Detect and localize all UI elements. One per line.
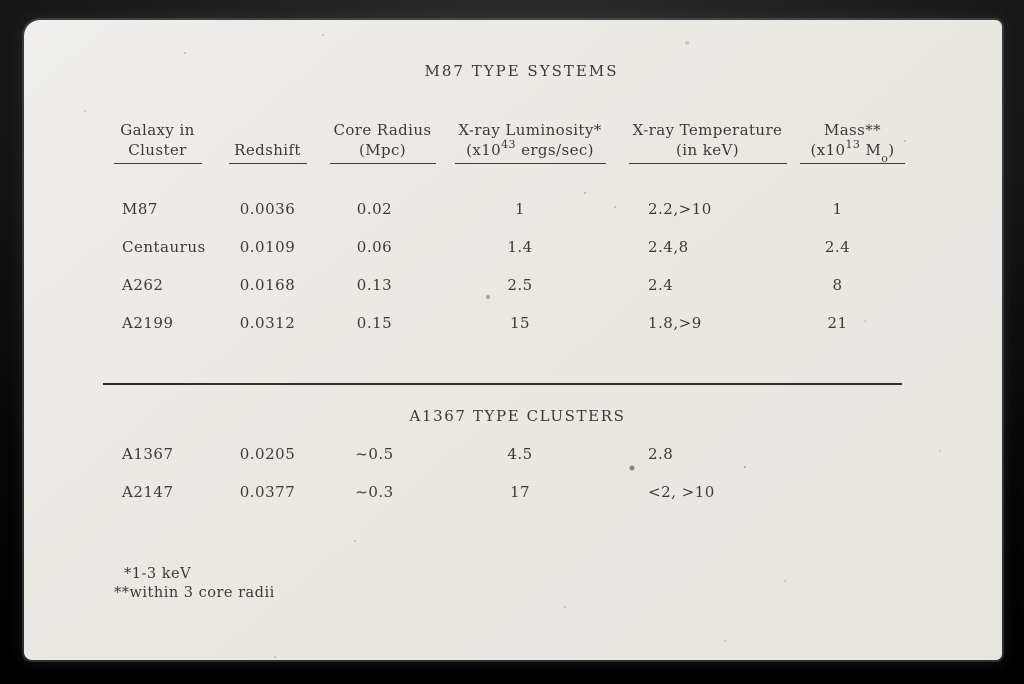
footnote-energy-band: *1-3 keV: [124, 566, 192, 582]
cell-redshift: 0.0377: [239, 483, 296, 501]
cell-galaxy: A262: [122, 276, 164, 294]
cell-core-radius: ~0.3: [355, 483, 394, 501]
cell-galaxy: Centaurus: [122, 238, 206, 256]
header-redshift: Redshift: [215, 116, 320, 164]
cell-xray-temperature: 2.4,8: [648, 238, 689, 256]
section2-title: A1367 TYPE CLUSTERS: [409, 407, 626, 425]
cell-xray-luminosity: 17: [509, 483, 531, 501]
cell-xray-luminosity: 2.5: [507, 276, 533, 294]
footnotes: [114, 565, 275, 602]
cell-xray-luminosity: 15: [509, 314, 531, 332]
header-xray-luminosity: X-ray Luminosity* ($x10^{43}$ ergs/sec): [445, 116, 615, 164]
cell-mass: 1: [832, 200, 843, 218]
a1367-table-body: [100, 435, 905, 511]
cell-redshift: 0.0205: [239, 445, 296, 463]
cell-galaxy: A1367: [122, 445, 174, 463]
cell-xray-luminosity: 4.5: [507, 445, 533, 463]
cell-galaxy: A2199: [122, 314, 174, 332]
cell-galaxy: M87: [122, 200, 158, 218]
header-core-radius: Core Radius (Mpc): [320, 116, 445, 164]
cell-xray-temperature: 2.4: [648, 276, 674, 294]
cell-core-radius: 0.06: [356, 238, 393, 256]
slide-title: M87 TYPE SYSTEMS: [424, 62, 619, 80]
header-galaxy: Galaxy in Cluster: [100, 116, 215, 164]
cell-xray-temperature: <2, >10: [648, 483, 715, 501]
cell-core-radius: 0.15: [356, 314, 393, 332]
cell-galaxy: A2147: [122, 483, 174, 501]
m87-table-body: [100, 190, 905, 342]
cell-xray-temperature: 2.8: [648, 445, 674, 463]
cell-mass: [800, 435, 905, 473]
cell-core-radius: ~0.5: [355, 445, 394, 463]
cell-mass: 8: [832, 276, 843, 294]
cell-xray-luminosity: 1.4: [507, 238, 533, 256]
cell-xray-temperature: 1.8,>9: [648, 314, 702, 332]
header-xray-temperature: X-ray Temperature (in keV): [615, 116, 800, 164]
section-divider: [103, 383, 902, 385]
footnote-mass-definition: **within 3 core radii: [114, 584, 275, 601]
cell-core-radius: 0.02: [356, 200, 393, 218]
header-mass: Mass** ($x10^{13}$ $M_o$): [800, 116, 905, 164]
cell-core-radius: 0.13: [356, 276, 393, 294]
cell-mass: 21: [827, 314, 848, 332]
table-header-row: [100, 116, 905, 164]
cell-xray-luminosity: 1: [514, 200, 526, 218]
cell-redshift: 0.0109: [239, 238, 296, 256]
cell-redshift: 0.0036: [239, 200, 296, 218]
cell-redshift: 0.0168: [239, 276, 296, 294]
cell-redshift: 0.0312: [239, 314, 296, 332]
cell-xray-temperature: 2.2,>10: [648, 200, 712, 218]
slide-paper: [24, 20, 1002, 660]
cell-mass: [800, 473, 905, 511]
cell-mass: 2.4: [824, 238, 851, 256]
